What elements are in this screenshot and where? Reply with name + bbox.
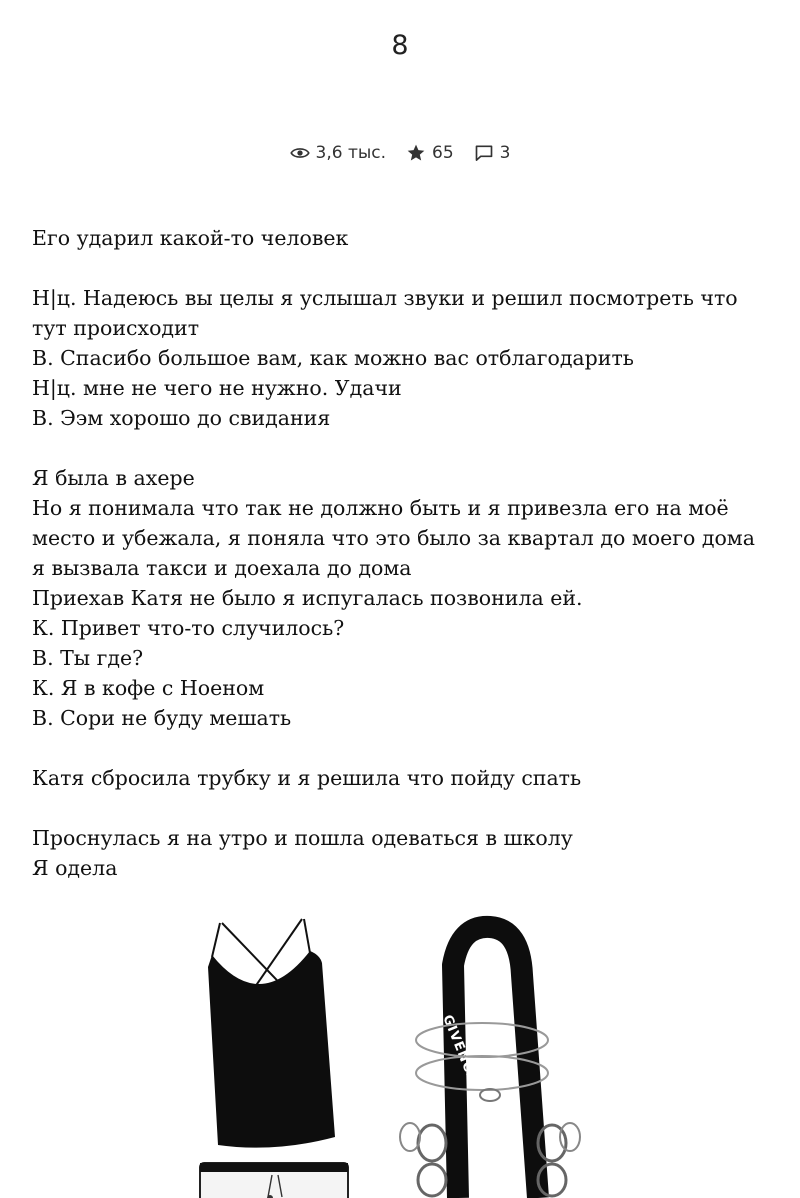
comment-icon [474, 143, 494, 163]
story-line: В. Ээм хорошо до свидания [32, 406, 331, 430]
stars-count: 65 [432, 143, 454, 163]
story-line: Я была в ахере [32, 466, 195, 490]
comments-count: 3 [499, 143, 511, 163]
story-line: Проснулась я на утро и пошла одеваться в школу [32, 826, 573, 850]
story-stats [0, 143, 800, 163]
story-line: Катя сбросила трубку и я решила что пойду спать [32, 766, 582, 790]
strap-label: GIVENCHY PARIS [439, 1012, 505, 1145]
chapter-number: 8 [391, 30, 409, 61]
story-line: Н|ц. Надеюсь вы целы я услышал звуки и решил посмотреть что тут происходит [32, 286, 745, 340]
givenchy-strap [439, 927, 538, 1198]
story-line: Н|ц. мне не чего не нужно. Удачи [32, 376, 402, 400]
story-line: Приехав Катя не было я испугалась позвонила ей. [32, 586, 583, 610]
star-icon [406, 143, 426, 163]
story-line: В. Ты где? [32, 646, 144, 670]
views-stat [290, 143, 387, 163]
eye-icon [290, 143, 310, 163]
outfit-image [160, 905, 640, 1198]
story-line: В. Спасибо большое вам, как можно вас отблагодарить [32, 346, 634, 370]
story-line: К. Привет что-то случилось? [32, 616, 345, 640]
stars-stat [406, 143, 454, 163]
story-line: В. Сори не буду мешать [32, 706, 292, 730]
story-line: Я одела [32, 856, 118, 880]
story-line: К. Я в кофе с Ноеном [32, 676, 265, 700]
story-line: Его ударил какой-то человек [32, 226, 349, 250]
crop-top [200, 919, 348, 1198]
story-text [32, 223, 772, 883]
views-count: 3,6 тыс. [315, 143, 387, 163]
comments-stat [474, 143, 511, 163]
story-line: Но я понимала что так не должно быть и я привезла его на моё место и убежала, я поняла что это было за квартал до моего дома я вызвала такси и доехала до дома [32, 496, 762, 580]
